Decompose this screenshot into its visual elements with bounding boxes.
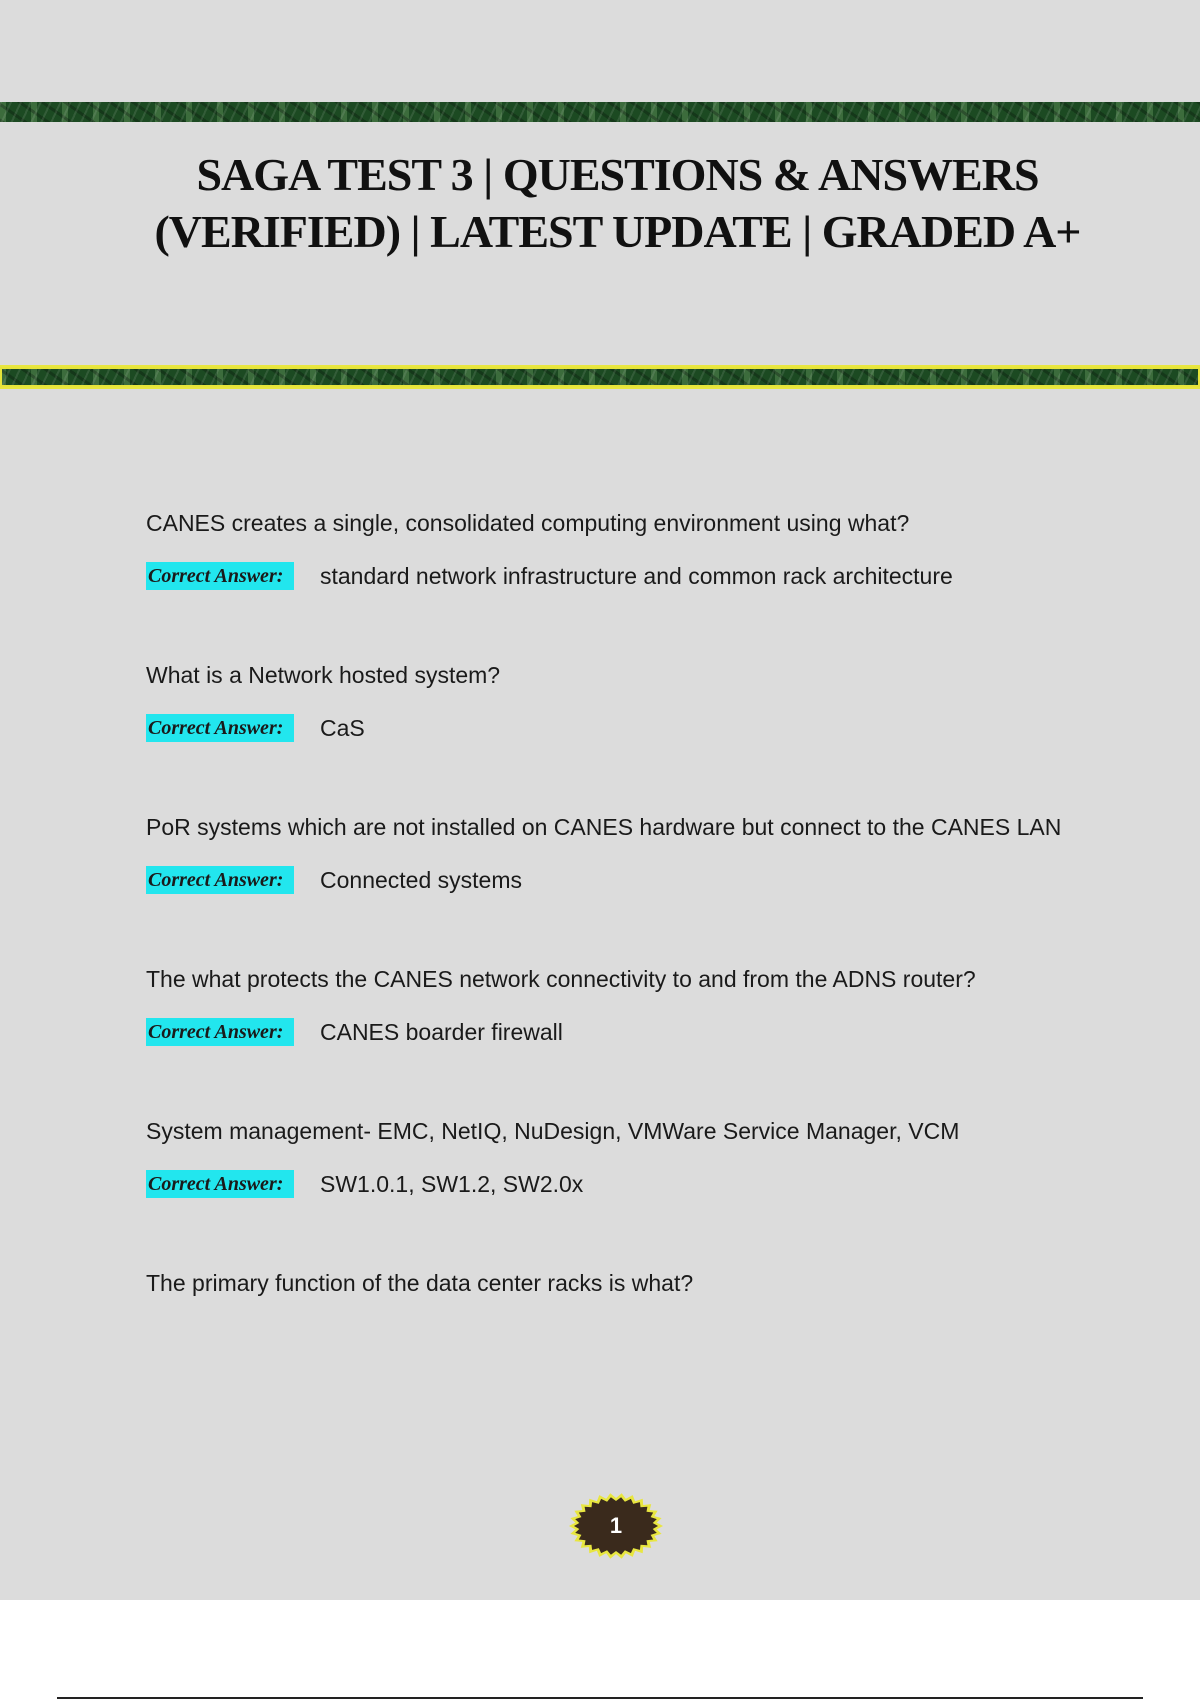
page-number-seal [568,1492,664,1560]
question-text: CANES creates a single, consolidated computing environment using what? [146,510,910,536]
answer-row [146,865,1106,895]
answer-row [146,713,1106,743]
footer-divider [57,1697,1143,1699]
qa-item [146,1256,1106,1310]
qa-item [146,952,1106,1047]
qa-list [146,496,1106,1367]
decorative-top-band [0,102,1200,122]
document-title: SAGA TEST 3 | QUESTIONS & ANSWERS (VERIFIED) | LATEST UPDATE | GRADED A+ [154,149,1081,257]
qa-item [146,496,1106,591]
decorative-bottom-band [0,365,1200,389]
correct-answer-label: Correct Answer: [146,1018,294,1046]
question-text: The what protects the CANES network connectivity to and from the ADNS router? [146,966,976,992]
correct-answer-label: Correct Answer: [146,714,294,742]
qa-item [146,800,1106,895]
question-text: System management- EMC, NetIQ, NuDesign, VMWare Service Manager, VCM [146,1118,960,1144]
answer-text: CANES boarder firewall [320,1018,563,1045]
qa-item [146,648,1106,743]
answer-text: standard network infrastructure and common rack architecture [320,562,953,589]
question-text: The primary function of the data center racks is what? [146,1270,694,1296]
answer-text: SW1.0.1, SW1.2, SW2.0x [320,1170,584,1197]
correct-answer-label: Correct Answer: [146,562,294,590]
correct-answer-label: Correct Answer: [146,866,294,894]
question-text: PoR systems which are not installed on CANES hardware but connect to the CANES LAN [146,814,1062,840]
question-text: What is a Network hosted system? [146,662,501,688]
answer-text: Connected systems [320,866,522,893]
answer-row [146,1017,1106,1047]
answer-row [146,1169,1106,1199]
page-number: 1 [609,1513,623,1538]
correct-answer-label: Correct Answer: [146,1170,294,1198]
answer-row [146,561,1106,591]
qa-item [146,1104,1106,1199]
answer-text: CaS [320,714,365,741]
